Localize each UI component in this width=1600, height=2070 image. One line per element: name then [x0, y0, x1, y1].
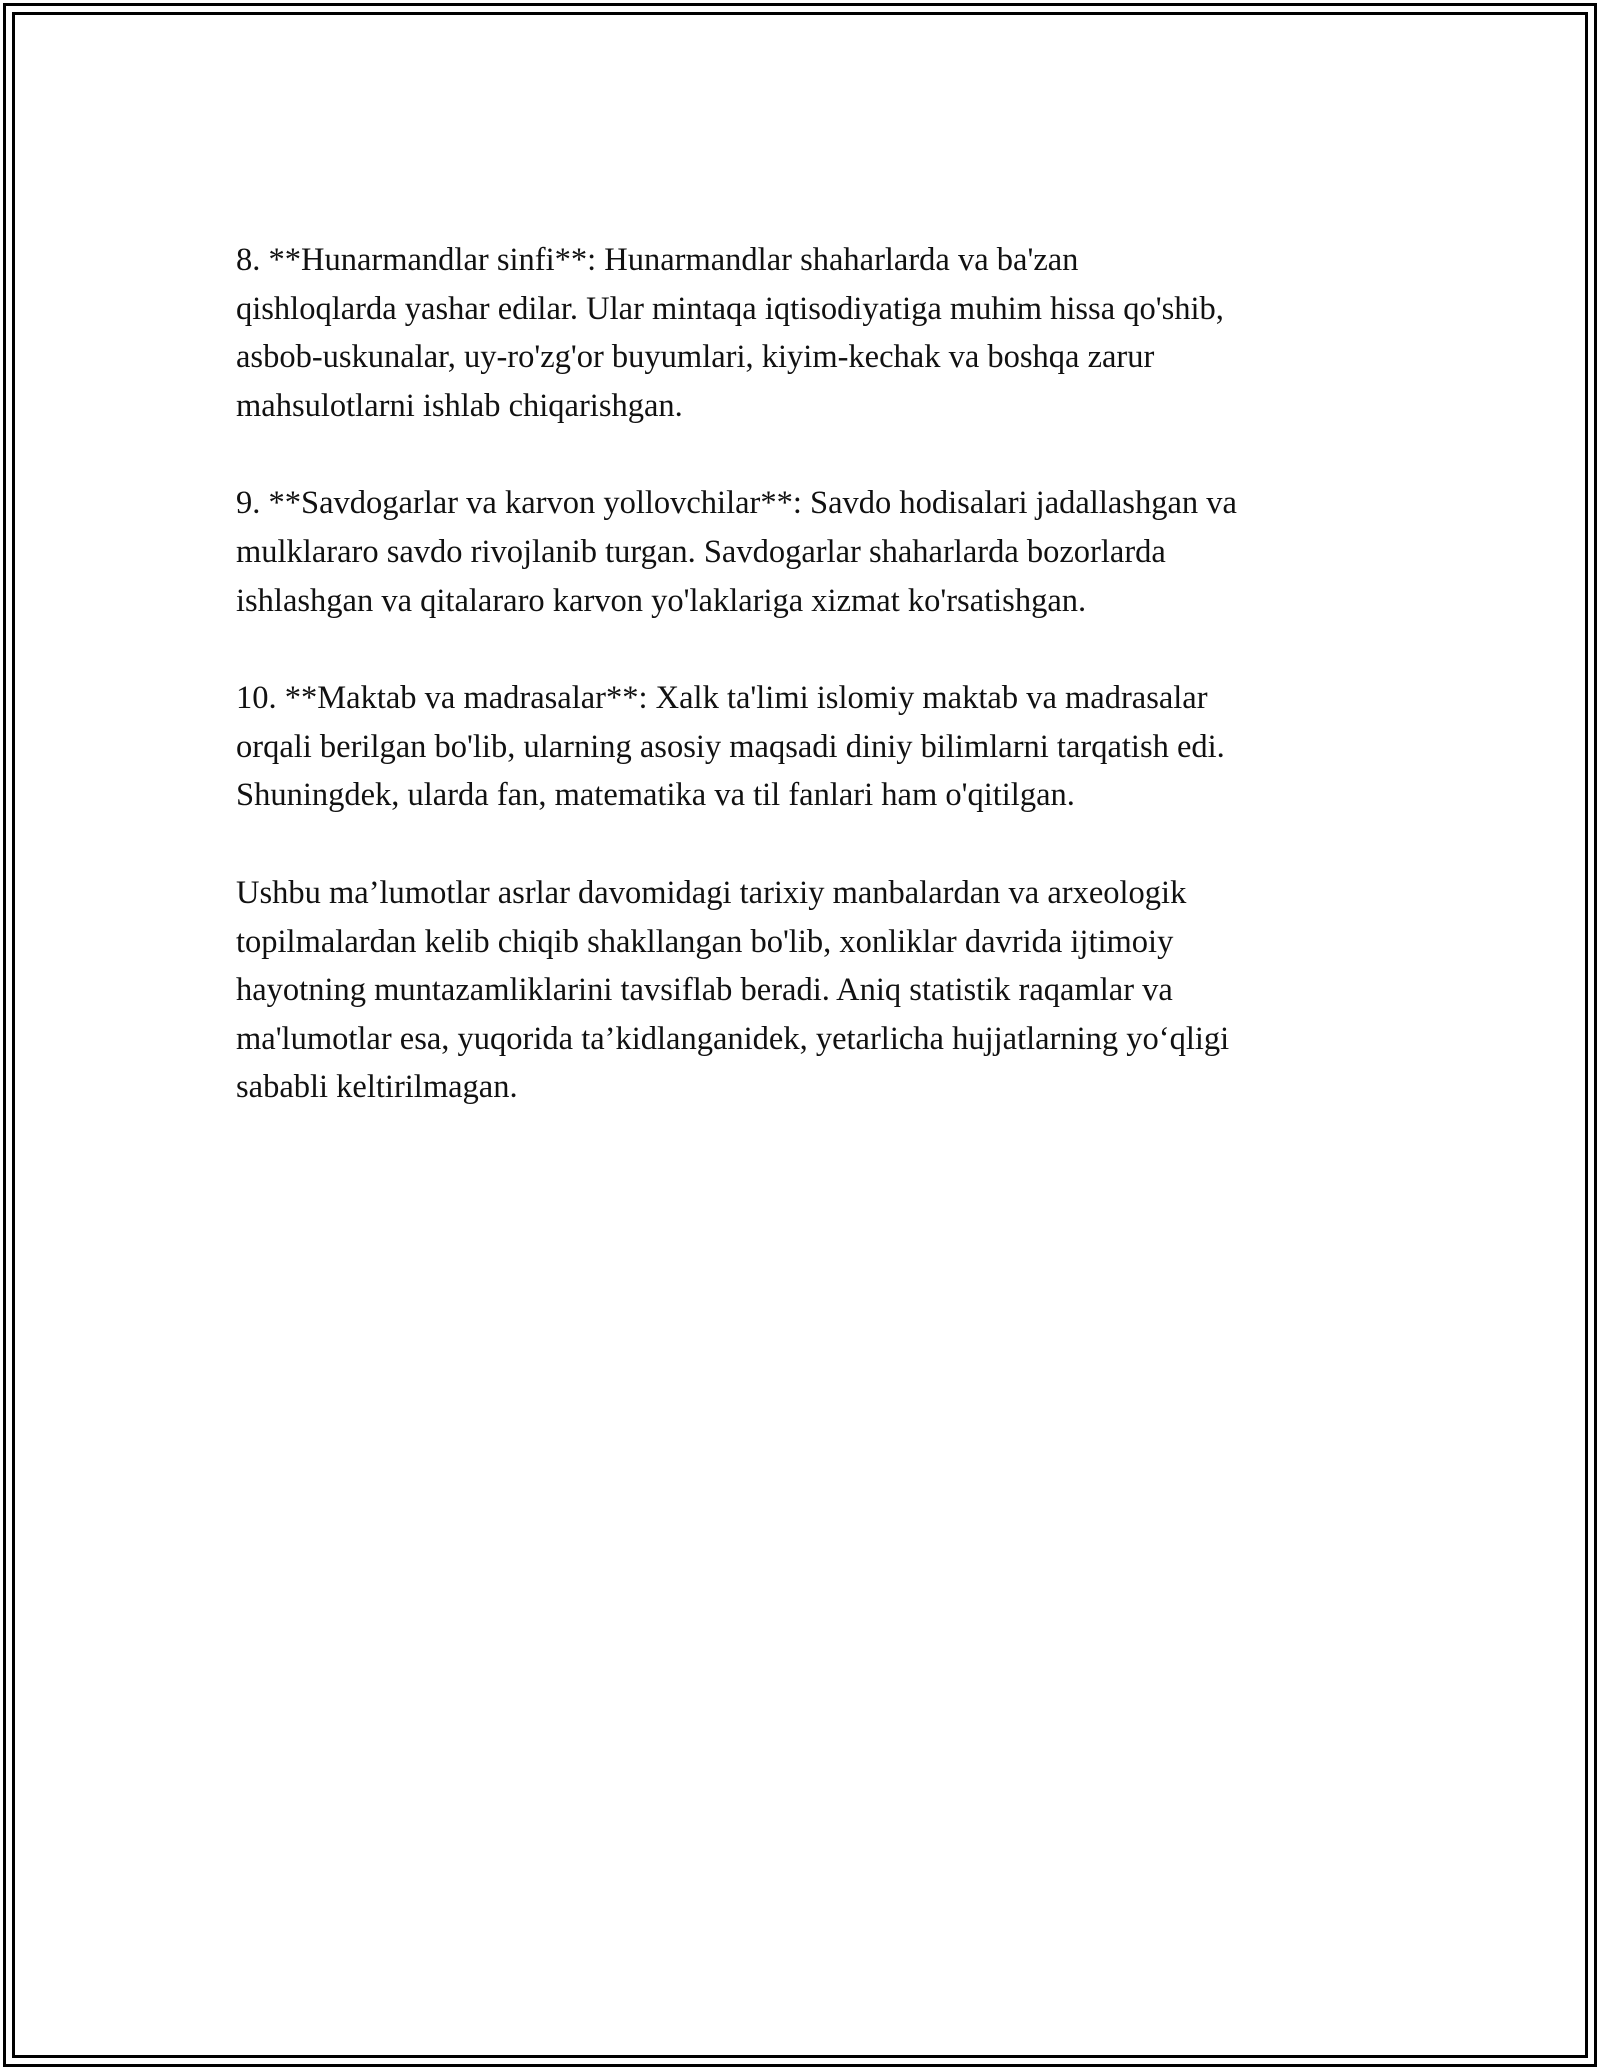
paragraph-savdogarlar: 9. **Savdogarlar va karvon yollovchilar**: Savdo hodisalari jadallashgan va mulklararo savdo rivojlanib turgan. Savdogarlar shaharlarda bozorlarda ishlashgan va qitalararo karvon yo'laklariga xizmat ko'rsatishgan. [236, 485, 1237, 619]
paragraph-conclusion: Ushbu ma’lumotlar asrlar davomidagi tarixiy manbalardan va arxeologik topilmalardan kelib chiqib shakllangan bo'lib, xonliklar davrida ijtimoiy hayotning muntazamliklarini tavsiflab beradi. Aniq statistik raqamlar va ma'lumotlar esa, yuqorida ta’kidlanganidek, yetarlicha hujjatlarning yo‘qligi sababli keltirilmagan. [236, 874, 1230, 1106]
paragraph-maktab: 10. **Maktab va madrasalar**: Xalk ta'limi islomiy maktab va madrasalar orqali berilgan bo'lib, ularning asosiy maqsadi diniy bilimlarni tarqatish edi. Shuningdek, ularda fan, matematika va til fanlari ham o'qitilgan. [236, 680, 1225, 814]
paragraph-hunarmandlar: 8. **Hunarmandlar sinfi**: Hunarmandlar shaharlarda va ba'zan qishloqlarda yashar edilar. Ular mintaqa iqtisodiyatiga muhim hissa qo'shib, asbob-uskunalar, uy-ro'zg'or buyumlari, kiyim-kechak va boshqa zarur mahsulotlarni ishlab chiqarishgan. [236, 242, 1224, 424]
document-body [236, 236, 1386, 1161]
